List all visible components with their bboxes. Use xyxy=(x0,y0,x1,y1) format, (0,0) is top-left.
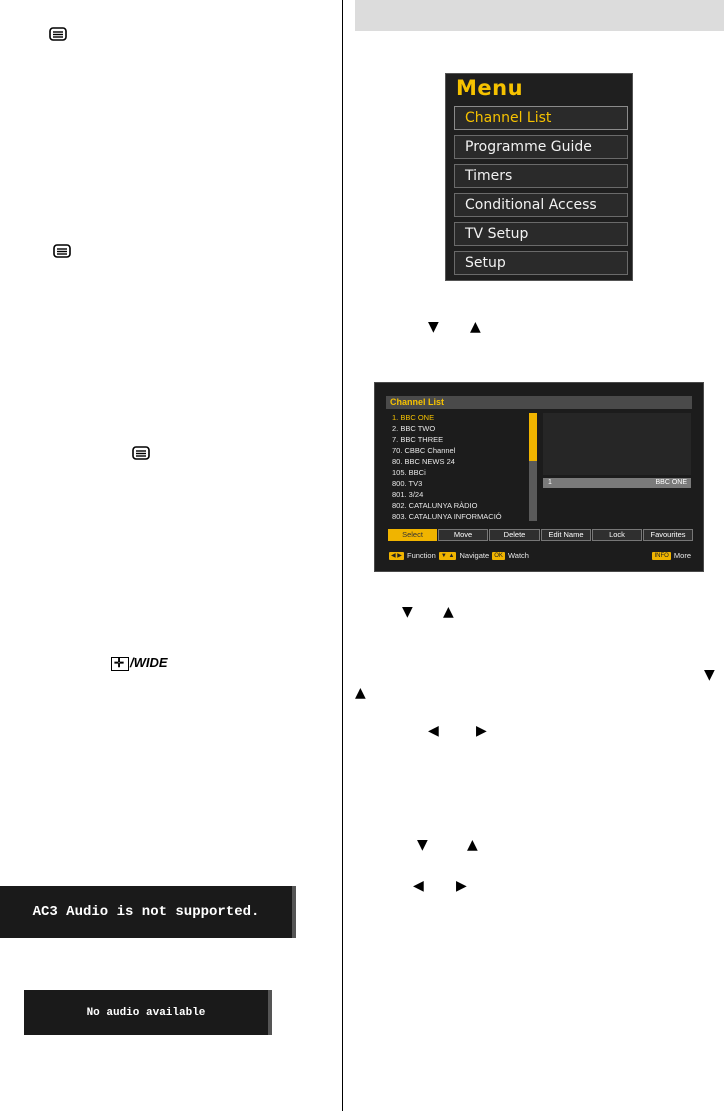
delete-button[interactable]: Delete xyxy=(489,529,540,541)
channel-info-name: BBC ONE xyxy=(655,479,687,486)
menu-item-channel-list[interactable]: Channel List xyxy=(454,106,628,130)
footer-navigate-label: Navigate xyxy=(459,551,490,560)
menu-title: Menu xyxy=(456,76,524,100)
channel-list-screen xyxy=(374,382,704,572)
channel-list-item[interactable]: 802. CATALUNYA RÀDIO xyxy=(392,501,478,510)
wide-button-icon xyxy=(111,655,168,671)
ac3-message-text: AC3 Audio is not supported. xyxy=(32,904,260,920)
tv-main-menu xyxy=(445,73,633,281)
channel-list-title: Channel List xyxy=(386,396,692,409)
edit-name-button[interactable]: Edit Name xyxy=(541,529,591,541)
column-divider xyxy=(342,0,343,1111)
up-arrow-icon: ▲ xyxy=(467,837,478,853)
info-key-icon: INFO xyxy=(654,553,669,560)
ok-key-icon: OK xyxy=(494,553,503,560)
channel-preview xyxy=(543,413,691,475)
aspect-ratio-icon xyxy=(111,657,129,671)
channel-list-footer-left xyxy=(388,551,529,561)
channel-list-item[interactable]: 7. BBC THREE xyxy=(392,435,444,444)
section-header-bar xyxy=(355,0,724,31)
down-arrow-icon: ▼ xyxy=(417,837,428,853)
menu-item-setup[interactable]: Setup xyxy=(454,251,628,275)
channel-list-footer-right xyxy=(651,551,691,561)
scrollbar-thumb[interactable] xyxy=(529,413,537,461)
menu-item-timers[interactable]: Timers xyxy=(454,164,628,188)
footer-more-label: More xyxy=(673,551,691,560)
channel-list-item[interactable]: 2. BBC TWO xyxy=(392,424,436,433)
footer-watch-label: Watch xyxy=(507,551,529,560)
menu-item-programme-guide[interactable]: Programme Guide xyxy=(454,135,628,159)
teletext-icon xyxy=(53,244,71,258)
move-button[interactable]: Move xyxy=(438,529,488,541)
channel-list-item[interactable]: 80. BBC NEWS 24 xyxy=(392,457,455,466)
up-arrow-icon: ▲ xyxy=(443,604,454,620)
favourites-button[interactable]: Favourites xyxy=(643,529,693,541)
down-arrow-icon: ▼ xyxy=(428,319,439,335)
down-arrow-icon: ▼ xyxy=(402,604,413,620)
channel-list-item[interactable]: 800. TV3 xyxy=(392,479,423,488)
left-arrow-icon: ◀ xyxy=(428,723,439,739)
channel-info-bar xyxy=(543,478,691,488)
left-right-key-icon: ◀ ▶ xyxy=(391,553,402,560)
select-button[interactable]: Select xyxy=(388,529,437,541)
channel-list-scrollbar[interactable] xyxy=(529,413,537,521)
channel-info-number: 1 xyxy=(548,479,552,486)
menu-item-tv-setup[interactable]: TV Setup xyxy=(454,222,628,246)
down-arrow-icon: ▼ xyxy=(704,667,715,683)
channel-list-item[interactable]: 801. 3/24 xyxy=(392,490,424,499)
channel-list-item[interactable]: 70. CBBC Channel xyxy=(392,446,456,455)
ac3-not-supported-message xyxy=(0,886,296,938)
up-down-key-icon: ▼ ▲ xyxy=(440,553,455,560)
left-arrow-icon: ◀ xyxy=(413,878,424,894)
teletext-icon xyxy=(49,27,67,41)
wide-label: /WIDE xyxy=(130,655,168,670)
menu-item-conditional-access[interactable]: Conditional Access xyxy=(454,193,628,217)
no-audio-message xyxy=(24,990,272,1035)
footer-function-label: Function xyxy=(407,551,436,560)
channel-list-item[interactable]: 1. BBC ONE xyxy=(392,413,435,422)
right-arrow-icon: ▶ xyxy=(456,878,467,894)
right-arrow-icon: ▶ xyxy=(476,723,487,739)
up-arrow-icon: ▲ xyxy=(355,685,366,701)
lock-button[interactable]: Lock xyxy=(592,529,642,541)
no-audio-message-text: No audio available xyxy=(86,1006,206,1019)
teletext-icon xyxy=(132,446,150,460)
up-arrow-icon: ▲ xyxy=(470,319,481,335)
channel-list-item[interactable]: 803. CATALUNYA INFORMACIÓ xyxy=(392,512,502,521)
channel-list-item[interactable]: 105. BBCi xyxy=(392,468,426,477)
